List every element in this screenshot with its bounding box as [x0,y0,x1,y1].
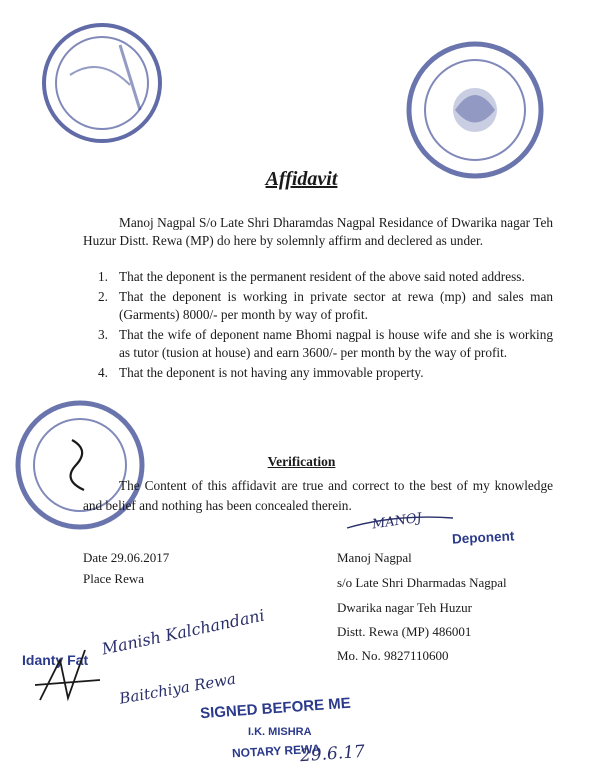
deponent-district: Distt. Rewa (MP) 486001 [337,624,472,639]
identifier-name: Manish Kalchandani [100,605,267,659]
verification-heading: Verification [267,454,336,469]
seal-top-left-icon [60,15,170,150]
deponent-signature: MANOJ [371,510,423,533]
document-title: Affidavit [265,168,338,190]
deponent-mobile: Mo. No. 9827110600 [337,648,449,663]
identity-stamp: Idanty Fat [22,652,89,668]
deponent-name: Manoj Nagpal [337,550,412,565]
signature-underline-icon [345,512,455,532]
list-item: 1. That the deponent is the permanent resident of the above said noted address. [98,269,525,284]
seal-top-right [395,40,555,185]
notary-signed-before: SIGNED BEFORE ME [199,694,352,723]
list-item: 2. That the deponent is working in private sector at rewa (mp) and sales man (Garments) 8000/- per month by way of profit. [98,289,553,322]
deponent-parentage: s/o Late Shri Dharmadas Nagpal [337,575,507,590]
verification-paragraph: The Content of this affidavit are true and correct to the best of my knowledge and belief and nothing has been concealed therein. [83,478,553,513]
list-item: 3. That the wife of deponent name Bhomi nagpal is house wife and she is working as tutor (tusion at house) and earn 3600/- per month by the way of profit. [98,327,553,360]
affirmation-list [98,268,553,384]
notary-place: NOTARY REWA [231,741,321,761]
place-line: Place Rewa [83,571,145,586]
notary-name: I.K. MISHRA [248,726,312,738]
intro-paragraph: Manoj Nagpal S/o Late Shri Dharamdas Nagpal Residance of Dwarika nagar Teh Huzur Distt. Rewa (MP) do here by solemnly affirm and declered as under. [83,215,553,248]
list-item: 4. That the deponent is not having any immovable property. [98,365,424,380]
seal-top-left [60,15,170,155]
date-line: Date 29.06.2017 [83,550,170,565]
notary-date: 29.6.17 [299,741,366,767]
deponent-stamp: Deponent [451,528,515,547]
deponent-address: Dwarika nagar Teh Huzur [337,600,472,615]
identifier-place: Baitchiya Rewa [118,669,238,708]
seal-top-right-icon [395,40,555,180]
